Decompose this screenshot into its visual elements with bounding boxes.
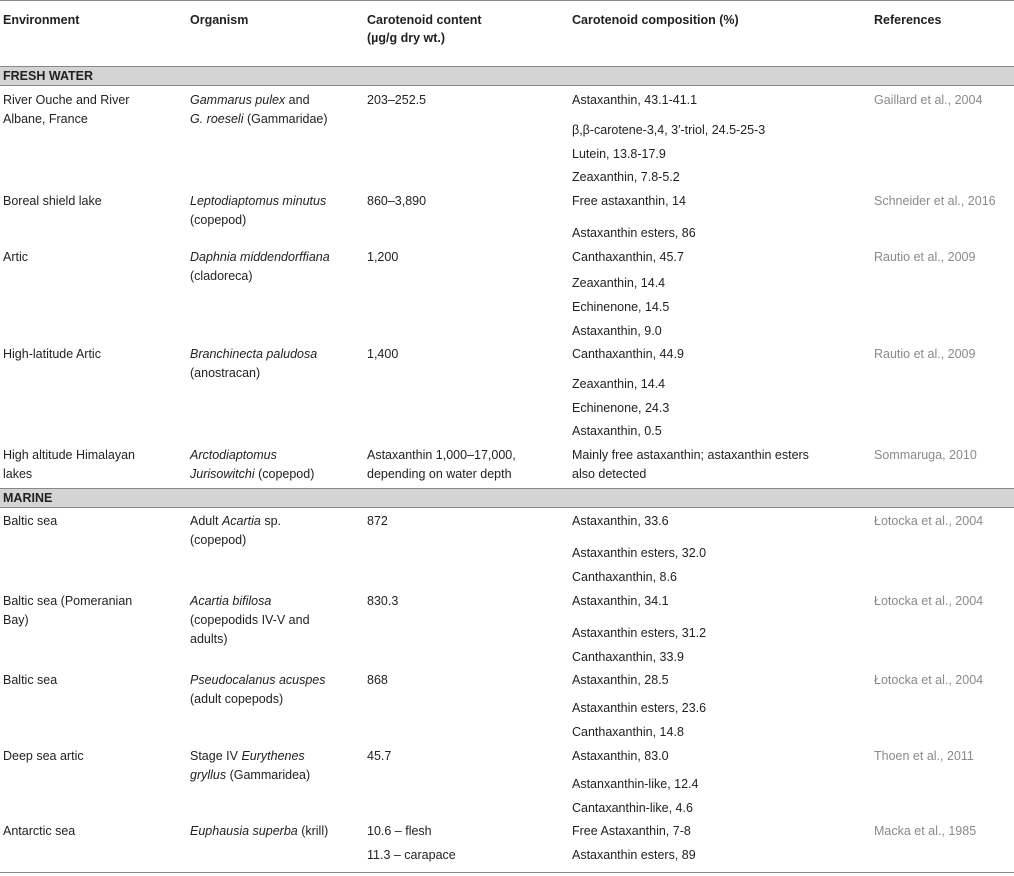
- cell-composition: Lutein, 13.8-17.9: [572, 147, 666, 161]
- cell-organism: Euphausia superba (krill): [190, 824, 329, 838]
- cell-environment: River Ouche and River Albane, France: [3, 93, 130, 126]
- cell-content: 10.6 – flesh: [367, 824, 432, 838]
- cell-content: 1,400: [367, 347, 399, 361]
- cell-content: 830.3: [367, 594, 399, 608]
- cell-reference: Rautio et al., 2009: [874, 250, 976, 264]
- cell-organism: Acartia bifilosa (copepodids IV-V and adults): [190, 594, 310, 646]
- cell-environment: Deep sea artic: [3, 749, 84, 763]
- section-label: FRESH WATER: [3, 69, 94, 83]
- cell-environment: Baltic sea (Pomeranian Bay): [3, 594, 133, 627]
- header-organism: Organism: [190, 13, 249, 27]
- cell-composition: Astaxanthin esters, 86: [572, 226, 696, 240]
- cell-composition: Astaxanthin esters, 31.2: [572, 626, 707, 640]
- cell-composition: Astaxanthin, 9.0: [572, 324, 662, 338]
- cell-organism: Leptodiaptomus minutus (copepod): [190, 194, 327, 227]
- cell-reference: Schneider et al., 2016: [874, 194, 996, 208]
- cell-content: 45.7: [367, 749, 392, 763]
- cell-composition: Echinenone, 14.5: [572, 300, 670, 314]
- cell-environment: Boreal shield lake: [3, 194, 102, 208]
- cell-reference: Łotocka et al., 2004: [874, 673, 984, 687]
- cell-composition: Free Astaxanthin, 7-8: [572, 824, 691, 838]
- cell-composition: Canthaxanthin, 8.6: [572, 570, 677, 584]
- section-fresh-water: [0, 66, 1014, 86]
- cell-organism: Gammarus pulex and G. roeseli (Gammaridae): [190, 93, 328, 126]
- cell-composition: Astanxanthin-like, 12.4: [572, 777, 699, 791]
- cell-composition: Canthaxanthin, 45.7: [572, 250, 684, 264]
- header-environment: Environment: [3, 13, 80, 27]
- table-bottom-rule: [0, 872, 1014, 873]
- cell-content: 203–252.5: [367, 93, 427, 107]
- section-marine: [0, 488, 1014, 508]
- cell-organism: Adult Acartia sp. (copepod): [190, 514, 282, 547]
- cell-organism: Daphnia middendorffiana (cladoreca): [190, 250, 330, 283]
- cell-reference: Rautio et al., 2009: [874, 347, 976, 361]
- cell-reference: Łotocka et al., 2004: [874, 514, 984, 528]
- cell-environment: High altitude Himalayan lakes: [3, 448, 136, 481]
- header-carotenoid-composition: Carotenoid composition (%): [572, 13, 739, 27]
- cell-content: Astaxanthin 1,000–17,000, depending on water depth: [367, 448, 516, 481]
- header-references: References: [874, 13, 942, 27]
- cell-composition: Astaxanthin, 83.0: [572, 749, 669, 763]
- cell-organism: Arctodiaptomus Jurisowitchi (copepod): [190, 448, 315, 481]
- cell-composition: Astaxanthin esters, 23.6: [572, 701, 707, 715]
- cell-composition: Zeaxanthin, 14.4: [572, 377, 666, 391]
- cell-composition: Mainly free astaxanthin; astaxanthin esters also detected: [572, 448, 809, 481]
- cell-composition: Canthaxanthin, 14.8: [572, 725, 684, 739]
- cell-organism: Branchinecta paludosa (anostracan): [190, 347, 318, 380]
- cell-composition: Astaxanthin esters, 89: [572, 848, 696, 862]
- cell-reference: Sommaruga, 2010: [874, 448, 977, 462]
- section-label: MARINE: [3, 491, 53, 505]
- cell-composition: Astaxanthin, 34.1: [572, 594, 669, 608]
- cell-content: 868: [367, 673, 388, 687]
- cell-content: 11.3 – carapace: [367, 848, 456, 862]
- cell-reference: Łotocka et al., 2004: [874, 594, 984, 608]
- header-content-line1: Carotenoid content: [367, 13, 482, 27]
- cell-composition: Echinenone, 24.3: [572, 401, 670, 415]
- cell-organism: Pseudocalanus acuspes (adult copepods): [190, 673, 326, 706]
- cell-composition: Zeaxanthin, 14.4: [572, 276, 666, 290]
- cell-composition: β,β-carotene-3,4, 3′-triol, 24.5-25-3: [572, 123, 766, 137]
- header-content-line2: (µg/g dry wt.): [367, 31, 446, 45]
- cell-environment: High-latitude Artic: [3, 347, 101, 361]
- cell-reference: Thoen et al., 2011: [874, 749, 974, 763]
- cell-environment: Baltic sea: [3, 673, 58, 687]
- cell-content: 872: [367, 514, 388, 528]
- cell-reference: Gaillard et al., 2004: [874, 93, 983, 107]
- cell-composition: Astaxanthin esters, 32.0: [572, 546, 707, 560]
- cell-environment: Antarctic sea: [3, 824, 76, 838]
- cell-composition: Canthaxanthin, 33.9: [572, 650, 684, 664]
- cell-composition: Cantaxanthin-like, 4.6: [572, 801, 693, 815]
- header-carotenoid-content: [367, 11, 482, 47]
- cell-content: 1,200: [367, 250, 399, 264]
- cell-composition: Free astaxanthin, 14: [572, 194, 686, 208]
- cell-environment: Baltic sea: [3, 514, 58, 528]
- table-header: [0, 0, 1014, 62]
- cell-composition: Astaxanthin, 0.5: [572, 424, 662, 438]
- cell-composition: Astaxanthin, 33.6: [572, 514, 669, 528]
- cell-environment: Artic: [3, 250, 28, 264]
- cell-content: 860–3,890: [367, 194, 427, 208]
- cell-composition: Canthaxanthin, 44.9: [572, 347, 684, 361]
- cell-composition: Astaxanthin, 43.1-41.1: [572, 93, 698, 107]
- cell-reference: Macka et al., 1985: [874, 824, 977, 838]
- cell-composition: Zeaxanthin, 7.8-5.2: [572, 170, 680, 184]
- cell-composition: Astaxanthin, 28.5: [572, 673, 669, 687]
- cell-organism: Stage IV Eurythenes gryllus (Gammaridea): [190, 749, 311, 782]
